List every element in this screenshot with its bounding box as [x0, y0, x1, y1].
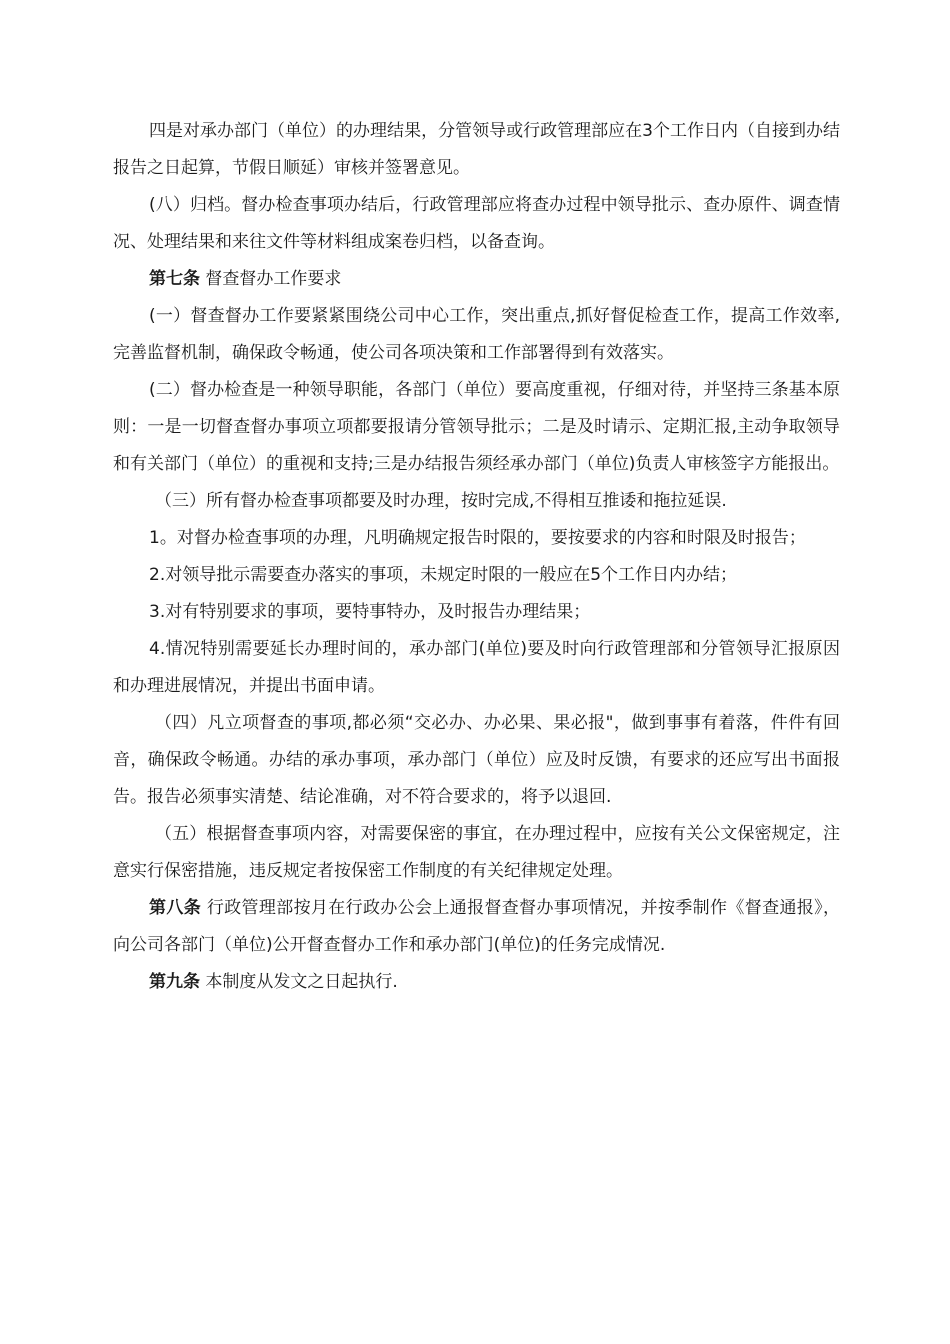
paragraph-text: 2.对领导批示需要查办落实的事项，未规定时限的一般应在5个工作日内办结； — [149, 565, 738, 585]
paragraph-requirement-1 — [113, 298, 840, 372]
paragraph-requirement-2 — [113, 372, 840, 483]
article-7-heading — [113, 261, 840, 298]
document-page — [113, 113, 840, 1001]
article-number: 第九条 — [149, 972, 200, 992]
paragraph-text: （五）根据督查事项内容，对需要保密的事宜，在办理过程中，应按有关公文保密规定，注意实行保密措施，违反规定者按保密工作制度的有关纪律规定处理。 — [113, 824, 840, 881]
list-item-3 — [113, 594, 840, 631]
list-item-1 — [113, 520, 840, 557]
article-8 — [113, 890, 840, 964]
paragraph-text: （四）凡立项督查的事项,都必须“交必办、办必果、果必报"，做到事事有着落，件件有回音，确保政令畅通。办结的承办事项，承办部门（单位）应及时反馈，有要求的还应写出书面报告。报告必须事实清楚、结论准确，对不符合要求的，将予以退回. — [113, 713, 840, 807]
paragraph-requirement-4 — [113, 705, 840, 816]
paragraph-text: (八）归档。督办检查事项办结后，行政管理部应将查办过程中领导批示、查办原件、调查情况、处理结果和来往文件等材料组成案卷归档，以备查询。 — [113, 195, 840, 252]
paragraph-text: (二）督办检查是一种领导职能，各部门（单位）要高度重视，仔细对待，并坚持三条基本原则：一是一切督查督办事项立项都要报请分管领导批示；二是及时请示、定期汇报,主动争取领导和有关部门（单位）的重视和支持;三是办结报告须经承办部门（单位)负责人审核签字方能报出。 — [113, 380, 840, 474]
article-number: 第七条 — [149, 269, 200, 289]
article-text: 行政管理部按月在行政办公会上通报督查督办事项情况，并按季制作《督查通报》，向公司各部门（单位)公开督查督办工作和承办部门(单位)的任务完成情况. — [113, 898, 841, 955]
paragraph-archiving — [113, 187, 840, 261]
article-number: 第八条 — [149, 898, 202, 918]
paragraph-text: 3.对有特别要求的事项，要特事特办，及时报告办理结果； — [149, 602, 591, 622]
paragraph-requirement-5 — [113, 816, 840, 890]
list-item-2 — [113, 557, 840, 594]
paragraph-text: 四是对承办部门（单位）的办理结果，分管领导或行政管理部应在3个工作日内（自接到办结报告之日起算，节假日顺延）审核并签署意见。 — [113, 121, 840, 178]
paragraph-text: （三）所有督办检查事项都要及时办理，按时完成,不得相互推诿和拖拉延误. — [155, 491, 727, 511]
paragraph-requirement-3 — [113, 483, 840, 520]
list-item-4 — [113, 631, 840, 705]
article-9 — [113, 964, 840, 1001]
paragraph-text: 4.情况特别需要延长办理时间的，承办部门(单位)要及时向行政管理部和分管领导汇报原因和办理进展情况，并提出书面申请。 — [113, 639, 840, 696]
article-text: 本制度从发文之日起执行. — [200, 972, 398, 992]
article-title: 督查督办工作要求 — [200, 269, 342, 289]
paragraph-text: (一）督查督办工作要紧紧围绕公司中心工作，突出重点,抓好督促检查工作，提高工作效率,完善监督机制，确保政令畅通，使公司各项决策和工作部署得到有效落实。 — [113, 306, 840, 363]
paragraph-text: 1。对督办检查事项的办理，凡明确规定报告时限的，要按要求的内容和时限及时报告； — [149, 528, 806, 548]
paragraph-review-results — [113, 113, 840, 187]
